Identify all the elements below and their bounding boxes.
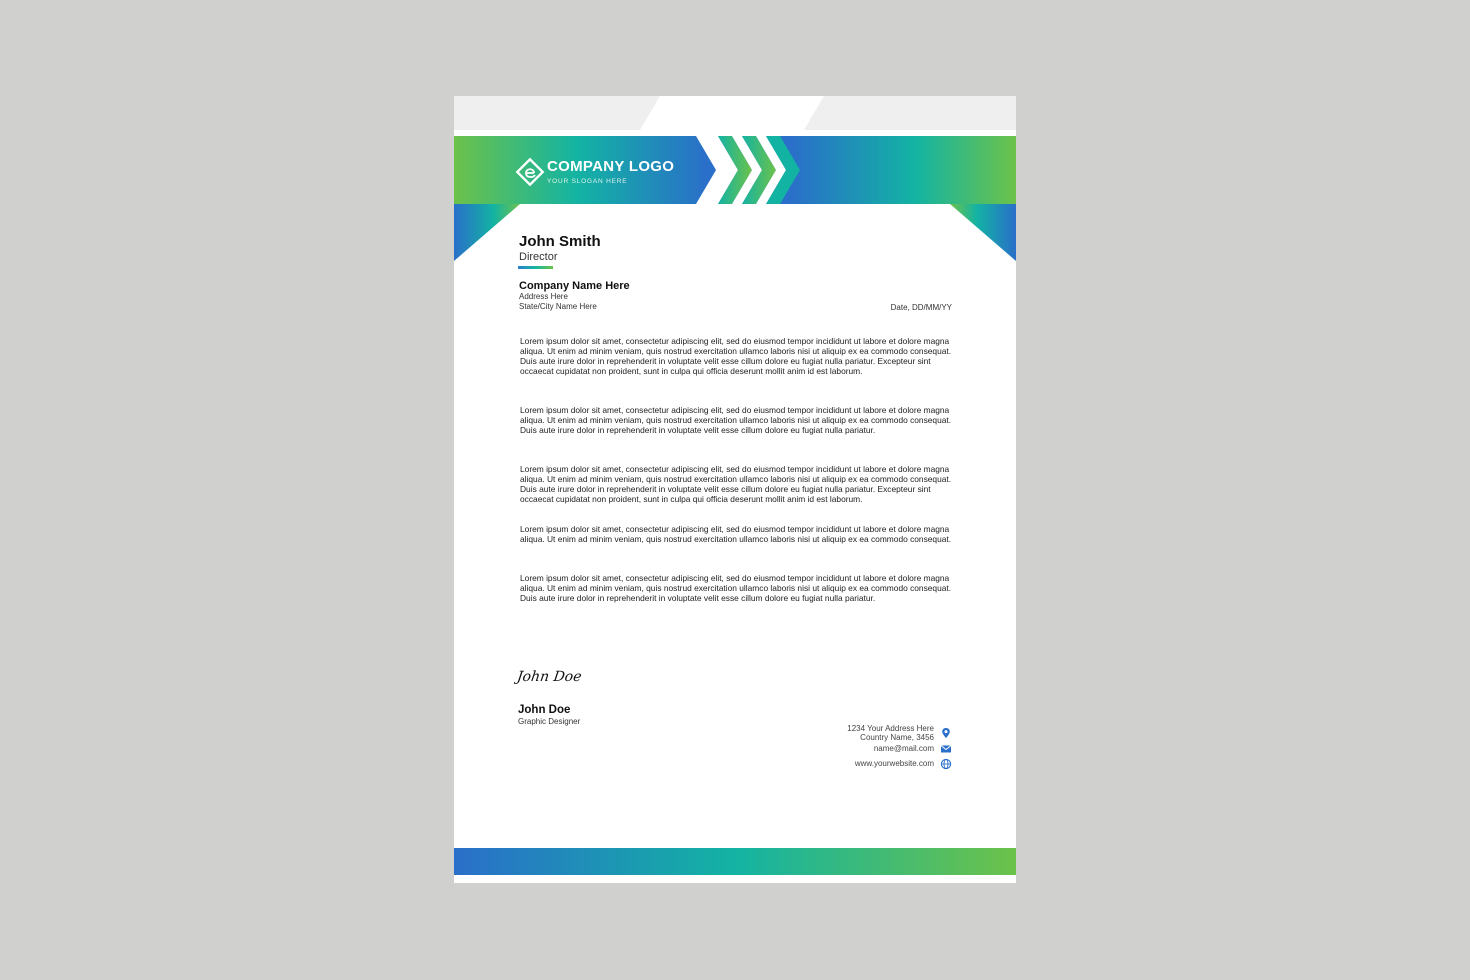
recipient-company: Company Name Here	[519, 280, 630, 292]
handwritten-signature: John Doe	[515, 669, 583, 685]
location-pin-icon	[940, 727, 952, 739]
company-slogan: YOUR SLOGAN HERE	[547, 178, 628, 185]
letter-date: Date, DD/MM/YY	[890, 303, 952, 312]
letterhead-page	[454, 96, 1016, 883]
body-paragraph: Lorem ipsum dolor sit amet, consectetur adipiscing elit, sed do eiusmod tempor incididunt ut labore et dolore magna aliqua. Ut enim ad minim veniam, quis nostrud exercitation ullamco laboris nisi ut aliquip ex ea commodo consequat. Duis aute irure dolor in reprehenderit in voluptate velit esse cillum dolore eu fugiat nulla pariatur. Excepteur sint occaecat cupidatat non proident, sunt in culpa qui officia deserunt mollit anim id est laborum.	[520, 336, 952, 376]
envelope-icon	[940, 743, 952, 755]
company-logo-text: COMPANY LOGO	[547, 158, 675, 175]
contact-address	[847, 724, 934, 742]
sender-name: John Smith	[519, 233, 601, 250]
body-paragraph: Lorem ipsum dolor sit amet, consectetur adipiscing elit, sed do eiusmod tempor incididunt ut labore et dolore magna aliqua. Ut enim ad minim veniam, quis nostrud exercitation ullamco laboris nisi ut aliquip ex ea commodo consequat. Duis aute irure dolor in reprehenderit in voluptate velit esse cillum dolore eu fugiat nulla pariatur.	[520, 405, 952, 435]
body-paragraph: Lorem ipsum dolor sit amet, consectetur adipiscing elit, sed do eiusmod tempor incididunt ut labore et dolore magna aliqua. Ut enim ad minim veniam, quis nostrud exercitation ullamco laboris nisi ut aliquip ex ea commodo consequat. Duis aute irure dolor in reprehenderit in voluptate velit esse cillum dolore eu fugiat nulla pariatur. Excepteur sint occaecat cupidatat non proident, sunt in culpa qui officia deserunt mollit anim id est laborum.	[520, 464, 952, 504]
body-paragraph: Lorem ipsum dolor sit amet, consectetur adipiscing elit, sed do eiusmod tempor incididunt ut labore et dolore magna aliqua. Ut enim ad minim veniam, quis nostrud exercitation ullamco laboris nisi ut aliquip ex ea commodo consequat.	[520, 524, 952, 544]
globe-icon	[940, 758, 952, 770]
sender-title: Director	[519, 251, 558, 263]
contact-email: name@mail.com	[873, 744, 934, 753]
body-paragraph: Lorem ipsum dolor sit amet, consectetur adipiscing elit, sed do eiusmod tempor incididunt ut labore et dolore magna aliqua. Ut enim ad minim veniam, quis nostrud exercitation ullamco laboris nisi ut aliquip ex ea commodo consequat. Duis aute irure dolor in reprehenderit in voluptate velit esse cillum dolore eu fugiat nulla pariatur.	[520, 573, 952, 603]
signer-role: Graphic Designer	[518, 717, 581, 726]
address-line-2: Country Name, 3456	[860, 733, 934, 742]
title-underline	[518, 266, 553, 269]
address-line-1: 1234 Your Address Here	[847, 724, 934, 733]
recipient-state-city: State/City Name Here	[519, 302, 597, 311]
recipient-address: Address Here	[519, 292, 568, 301]
signer-name: John Doe	[518, 704, 571, 716]
contact-website: www.yourwebsite.com	[854, 759, 934, 768]
